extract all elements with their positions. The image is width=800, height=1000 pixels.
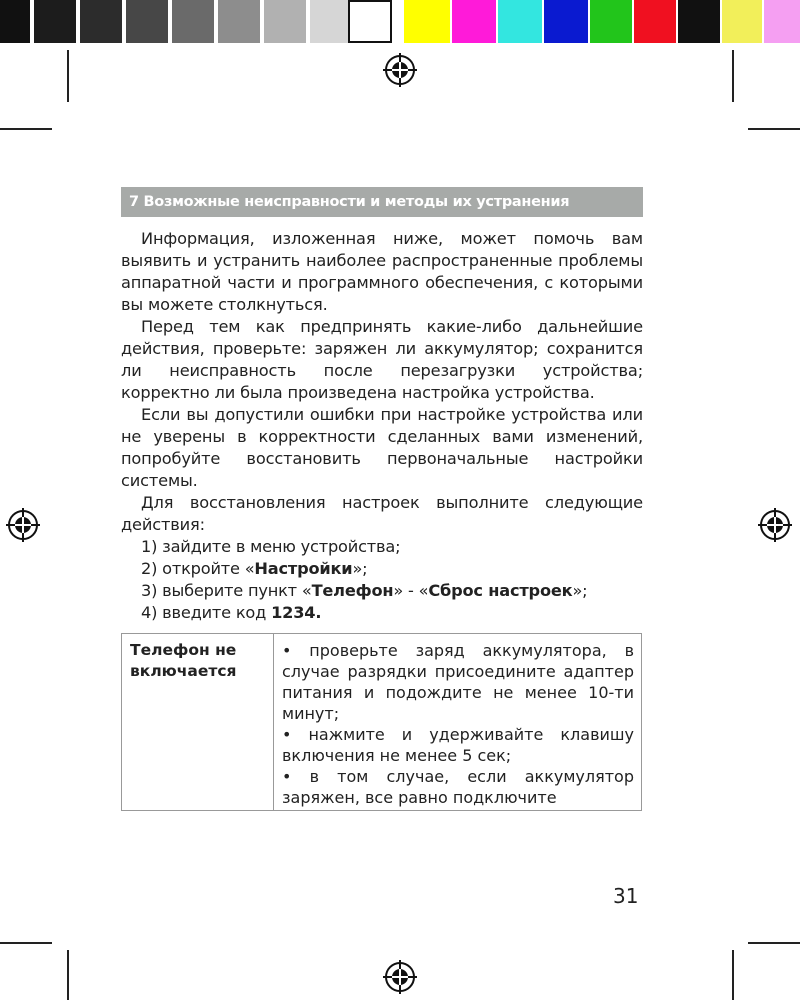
solution-item: • проверьте заряд аккумулятора, в случае разрядки присоедините адаптер питания и подождите не менее 10-ти минут; — [282, 641, 634, 723]
crop-mark — [67, 950, 69, 1000]
color-swatch — [264, 0, 306, 43]
step-item — [121, 602, 643, 624]
color-swatch — [218, 0, 260, 43]
color-swatch — [0, 0, 30, 43]
solution-item: • в том случае, если аккумулятор заряжен, все равно подключите — [282, 767, 634, 807]
crop-mark — [0, 942, 52, 944]
step-bold-text: Сброс настроек — [428, 581, 573, 600]
color-swatch — [544, 0, 588, 43]
page-number: 31 — [613, 884, 639, 908]
crop-mark — [67, 50, 69, 102]
problem-cell: Телефон не включается — [122, 634, 274, 811]
crop-mark — [748, 942, 800, 944]
troubleshooting-table — [121, 633, 642, 811]
crop-mark — [748, 128, 800, 130]
color-swatch — [348, 0, 392, 43]
paragraph — [121, 492, 643, 536]
color-swatch — [678, 0, 720, 43]
color-swatch — [80, 0, 122, 43]
solution-item: • нажмите и удерживайте клавишу включения не менее 5 сек; — [282, 725, 634, 765]
step-text: 1) зайдите в меню устройства; — [141, 537, 401, 556]
step-item — [121, 536, 643, 558]
step-text: » - « — [393, 581, 429, 600]
registration-mark-icon — [383, 53, 417, 87]
color-swatch — [498, 0, 542, 43]
color-swatch — [722, 0, 762, 43]
crop-mark — [0, 128, 52, 130]
color-swatch — [634, 0, 676, 43]
color-calibration-bar — [0, 0, 800, 44]
step-bold-text: Телефон — [311, 581, 394, 600]
paragraph — [121, 228, 643, 316]
step-bold-text: Настройки — [254, 559, 353, 578]
color-swatch — [452, 0, 496, 43]
step-text: 4) введите код — [141, 603, 272, 622]
step-text: »; — [352, 559, 368, 578]
step-text: »; — [572, 581, 588, 600]
color-swatch — [172, 0, 214, 43]
step-text: 3) выберите пункт « — [141, 581, 312, 600]
registration-mark-icon — [758, 508, 792, 542]
registration-mark-icon — [383, 960, 417, 994]
color-swatch — [590, 0, 632, 43]
color-swatch — [310, 0, 352, 43]
section-heading: 7 Возможные неисправности и методы их устранения — [121, 187, 643, 217]
paragraph-text: Если вы допустили ошибки при настройке устройства или не уверены в корректности сделанных вами изменений, попробуйте восстановить первоначальные настройки системы. — [121, 405, 643, 490]
paragraph-text: Перед тем как предпринять какие-либо дальнейшие действия, проверьте: заряжен ли аккумулятор; сохранится ли неисправность после перезагрузки устройства; корректно ли была произведена настройка устройства. — [121, 317, 643, 402]
paragraph-text: Для восстановления настроек выполните следующие действия: — [121, 493, 643, 534]
step-bold-text: 1234. — [271, 603, 322, 622]
step-text: 2) откройте « — [141, 559, 255, 578]
crop-mark — [732, 950, 734, 1000]
color-swatch — [34, 0, 76, 43]
step-item — [121, 558, 643, 580]
table-row — [122, 634, 642, 811]
step-item — [121, 580, 643, 602]
registration-mark-icon — [6, 508, 40, 542]
color-swatch — [764, 0, 800, 43]
page-content — [121, 187, 643, 811]
solution-cell — [274, 634, 642, 811]
paragraph-text: Информация, изложенная ниже, может помочь вам выявить и устранить наиболее распространенные проблемы аппаратной части и программного обеспечения, с которыми вы можете столкнуться. — [121, 229, 643, 314]
paragraph — [121, 404, 643, 492]
color-swatch — [404, 0, 450, 43]
color-swatch — [126, 0, 168, 43]
paragraph — [121, 316, 643, 404]
crop-mark — [732, 50, 734, 102]
steps-list — [121, 536, 643, 624]
